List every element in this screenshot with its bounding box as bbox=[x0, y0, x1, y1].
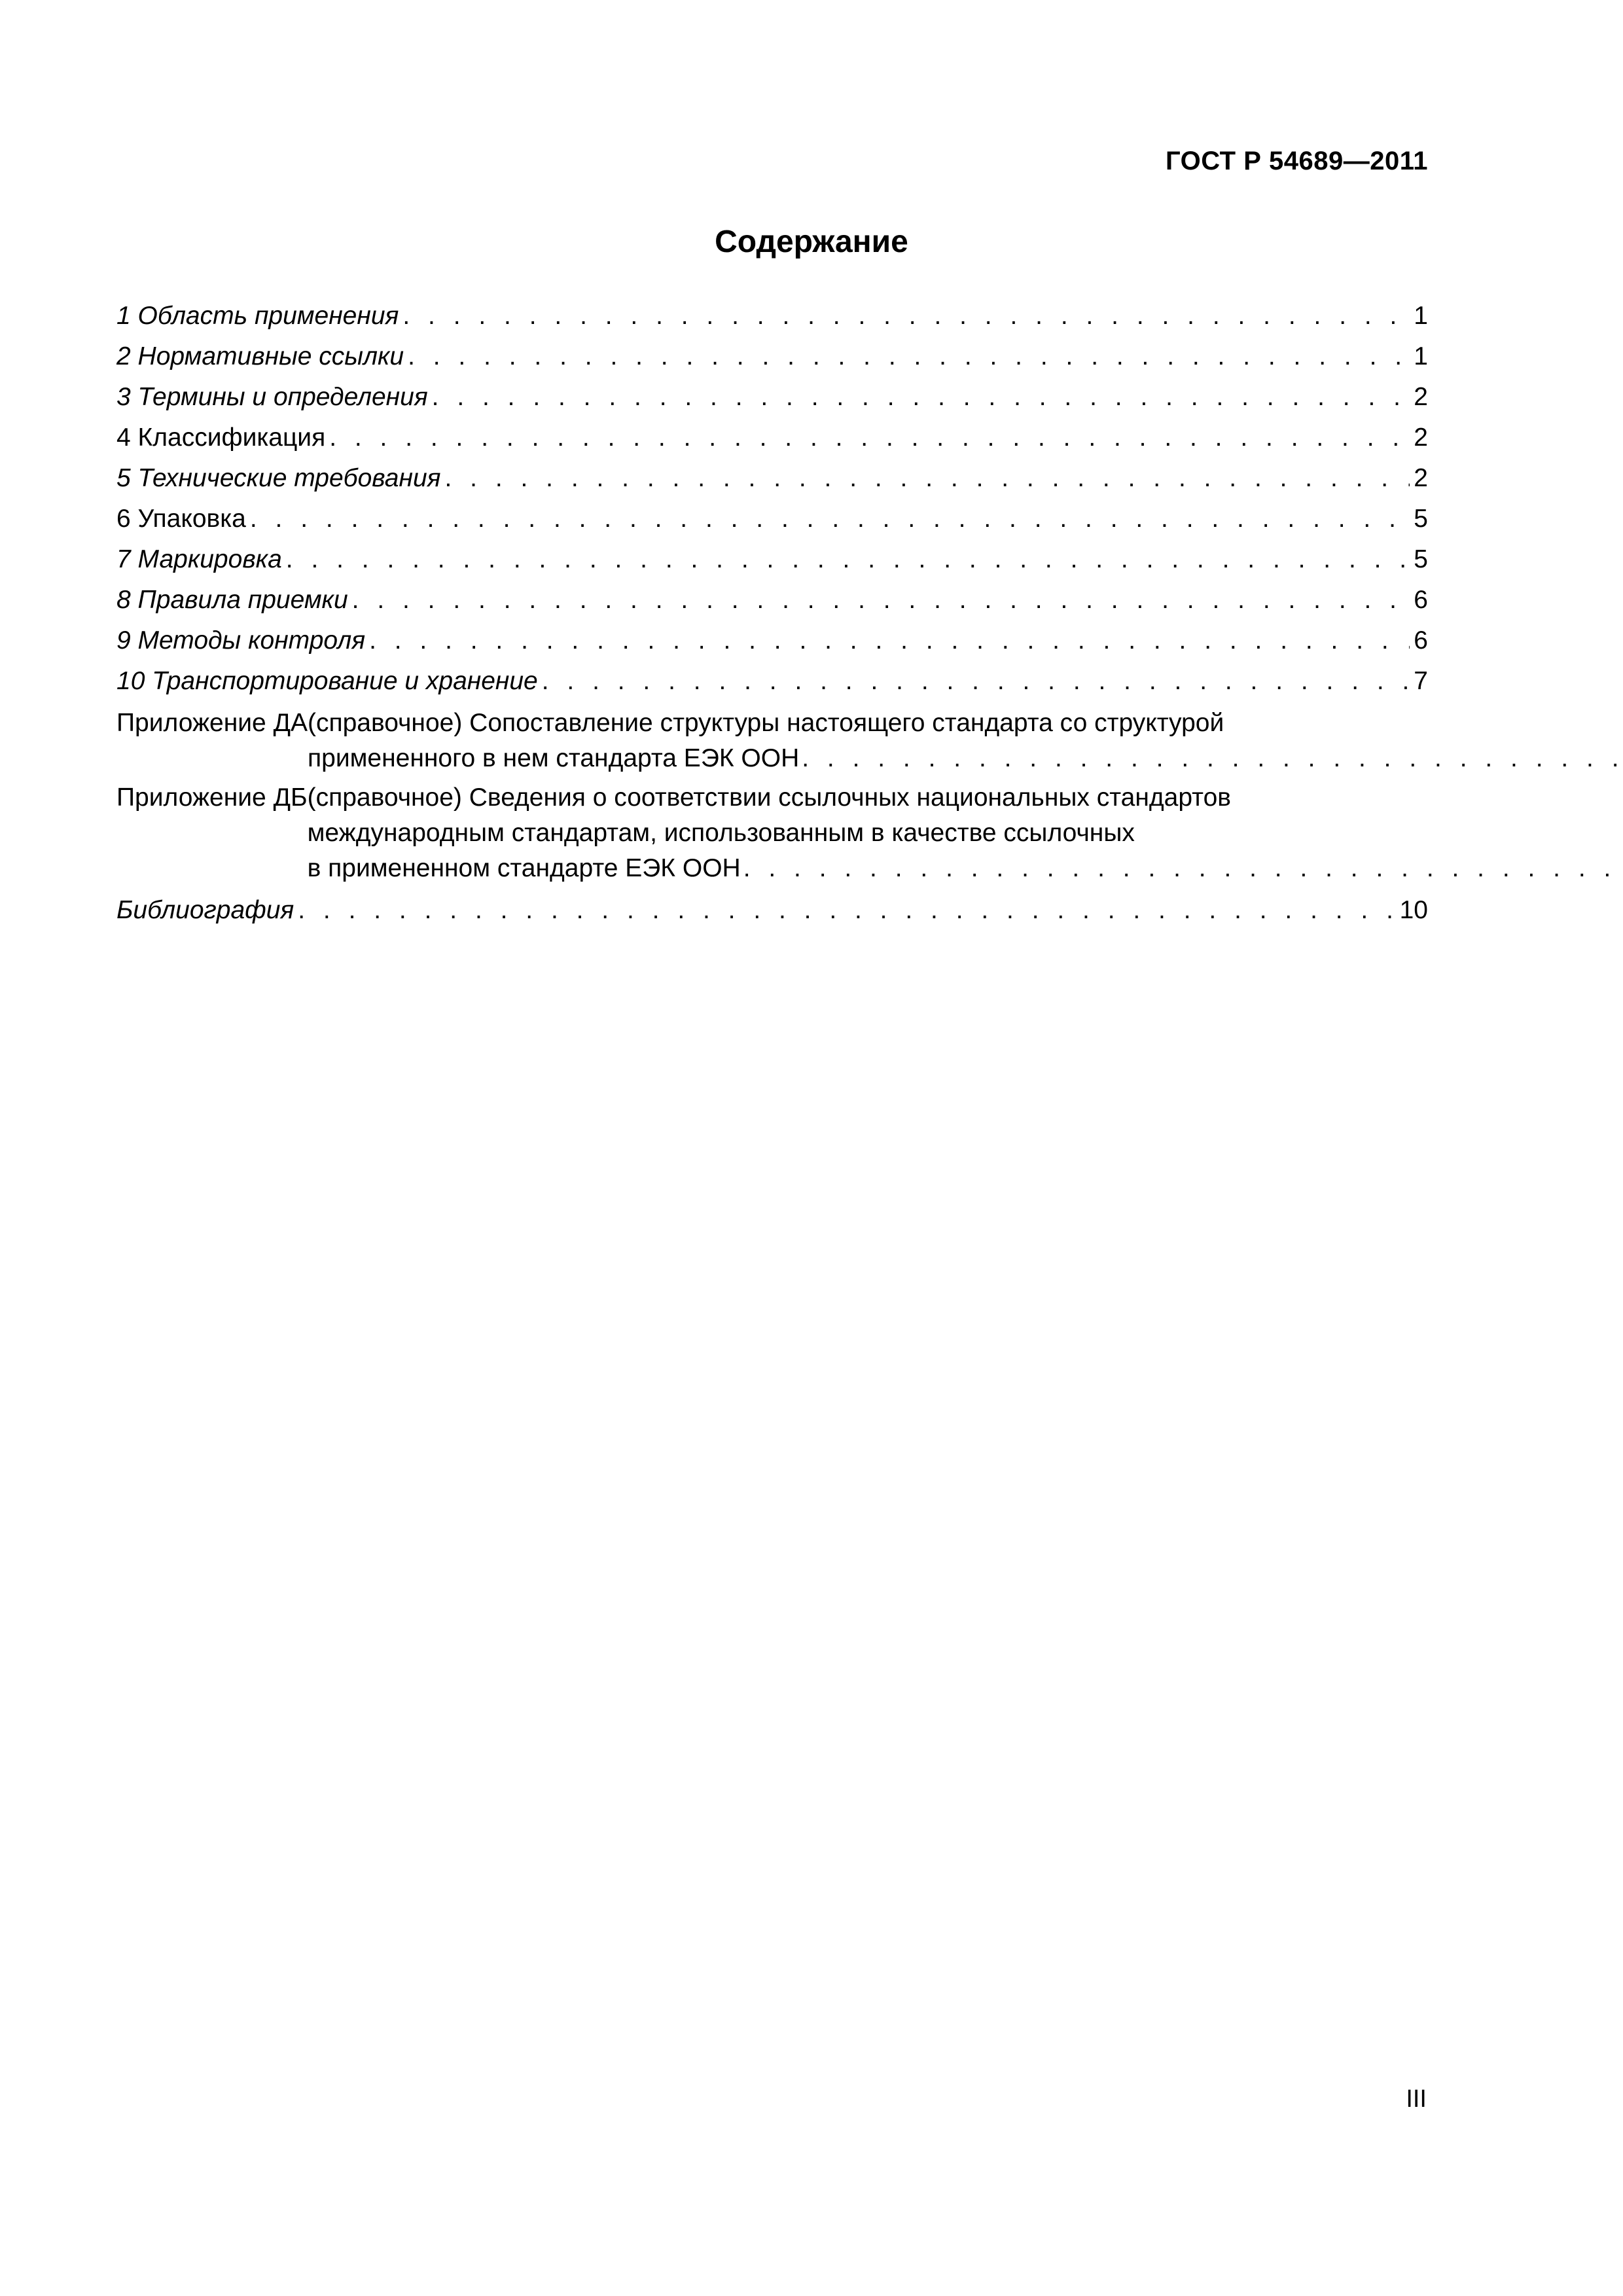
toc-leader-dots bbox=[250, 499, 1410, 539]
toc-annex-db[interactable] bbox=[116, 780, 1428, 886]
toc-entry-label: 6 Упаковка bbox=[116, 505, 246, 533]
annex-last-line-text: в примененном стандарте ЕЭК ООН bbox=[307, 854, 741, 882]
annex-last-line bbox=[308, 741, 1623, 776]
annex-line: международным стандартам, использованным в качестве ссылочных bbox=[307, 819, 1135, 847]
toc-leader-dots bbox=[329, 418, 1410, 458]
toc-entry-page: 5 bbox=[1414, 545, 1428, 573]
toc-entry[interactable] bbox=[116, 661, 1428, 702]
toc-entry-page: 2 bbox=[1414, 383, 1428, 411]
toc-bibliography[interactable] bbox=[116, 890, 1428, 931]
toc-entry[interactable] bbox=[116, 458, 1428, 499]
toc-leader-dots bbox=[352, 580, 1410, 620]
toc-entry[interactable] bbox=[116, 377, 1428, 418]
toc-leader-dots bbox=[542, 661, 1410, 702]
page-number: III bbox=[1406, 2085, 1427, 2113]
toc-entry-page: 2 bbox=[1414, 423, 1428, 452]
standard-code: ГОСТ Р 54689—2011 bbox=[1166, 147, 1428, 175]
annex-label: Приложение ДА bbox=[116, 709, 308, 737]
toc-entry-label: 3 Термины и определения bbox=[116, 383, 428, 411]
toc-entry-label: 10 Транспортирование и хранение bbox=[116, 667, 538, 695]
toc-entry-label: 1 Область применения bbox=[116, 302, 399, 330]
toc-leader-dots bbox=[743, 851, 1623, 886]
annex-line: (справочное) Сопоставление структуры настоящего стандарта со структурой bbox=[308, 709, 1224, 737]
toc-entry-page: 1 bbox=[1414, 342, 1428, 370]
toc-entry[interactable] bbox=[116, 620, 1428, 661]
toc-entry[interactable] bbox=[116, 418, 1428, 458]
toc-entry-page: 5 bbox=[1414, 505, 1428, 533]
annex-last-line-text: примененного в нем стандарта ЕЭК ООН bbox=[308, 744, 800, 772]
toc-annex-da[interactable] bbox=[116, 706, 1428, 776]
table-of-contents bbox=[116, 296, 1428, 931]
toc-entry[interactable] bbox=[116, 580, 1428, 620]
toc-leader-dots bbox=[432, 377, 1410, 418]
annex-body bbox=[308, 706, 1623, 776]
toc-leader-dots bbox=[369, 620, 1410, 661]
toc-entry[interactable] bbox=[116, 296, 1428, 336]
toc-entry-label: 2 Нормативные ссылки bbox=[116, 342, 404, 370]
annex-last-line bbox=[308, 851, 1623, 886]
toc-entry-page: 6 bbox=[1414, 586, 1428, 614]
annex-line: (справочное) Сведения о соответствии ссылочных национальных стандартов bbox=[307, 783, 1231, 812]
annex-label: Приложение ДБ bbox=[116, 783, 308, 812]
toc-leader-dots bbox=[408, 336, 1410, 377]
toc-leader-dots bbox=[402, 296, 1410, 336]
toc-entry-page: 7 bbox=[1414, 667, 1428, 695]
toc-entry[interactable] bbox=[116, 499, 1428, 539]
toc-entry-page: 2 bbox=[1414, 464, 1428, 492]
toc-entry-page: 6 bbox=[1414, 626, 1428, 655]
toc-entry-page: 1 bbox=[1414, 302, 1428, 330]
toc-entry[interactable] bbox=[116, 336, 1428, 377]
toc-entry-label: 7 Маркировка bbox=[116, 545, 282, 573]
page-title: Содержание bbox=[715, 224, 908, 259]
toc-entry-label: Библиография bbox=[116, 896, 294, 924]
toc-entry-label: 4 Классификация bbox=[116, 423, 326, 452]
toc-leader-dots bbox=[802, 741, 1623, 776]
toc-entry-page: 10 bbox=[1399, 896, 1428, 924]
toc-entry-label: 8 Правила приемки bbox=[116, 586, 348, 614]
toc-entry[interactable] bbox=[116, 539, 1428, 580]
toc-leader-dots bbox=[298, 890, 1395, 931]
toc-leader-dots bbox=[286, 539, 1410, 580]
toc-leader-dots bbox=[444, 458, 1410, 499]
toc-entry-label: 9 Методы контроля bbox=[116, 626, 366, 655]
toc-entry-label: 5 Технические требования bbox=[116, 464, 441, 492]
annex-body bbox=[308, 780, 1623, 886]
